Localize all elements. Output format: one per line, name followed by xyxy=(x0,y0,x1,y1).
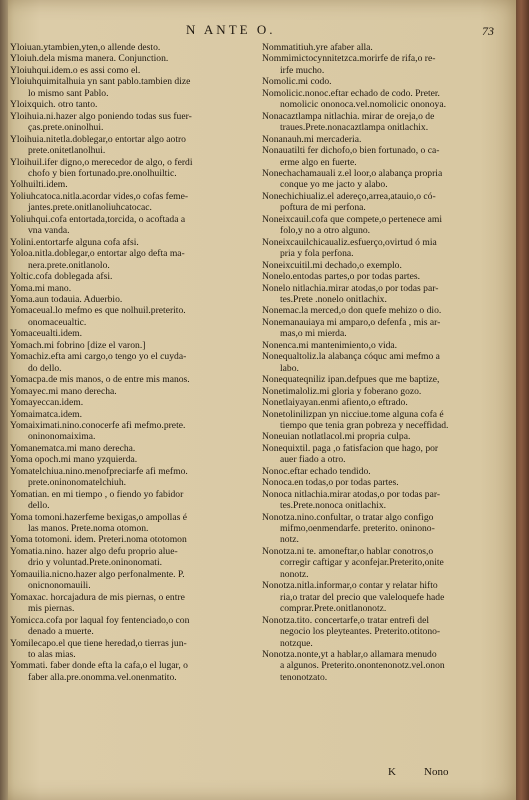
dictionary-line: Yoltic.cofa doblegada afsi. xyxy=(10,271,113,283)
dictionary-line: onomaceualtic. xyxy=(28,316,87,328)
dictionary-line: Yloixquich. otro tanto. xyxy=(10,99,98,111)
dictionary-line: Yomayec.mi mano derecha. xyxy=(10,385,117,397)
dictionary-line: nera.prete.onitlanolo. xyxy=(28,259,110,271)
signature-mark: K xyxy=(388,766,396,778)
dictionary-line: folo,y no a otro alguno. xyxy=(280,225,371,237)
dictionary-line: Yoma totomoni. idem. Preteri.noma ototomon xyxy=(10,534,187,546)
dictionary-line: Nonotza.nino.confultar, o tratar algo configo xyxy=(262,511,434,523)
dictionary-line: negocio los pleyteantes. Preterito.otitono- xyxy=(280,626,441,638)
page-footer xyxy=(388,766,508,780)
dictionary-line: Nonotza.nitla.informar,o contar y relatar hifto xyxy=(262,580,438,592)
dictionary-line: Yomicca.cofa por laqual foy fentenciado,o con xyxy=(10,614,190,626)
dictionary-line: notzque. xyxy=(280,637,313,649)
dictionary-line: Nomolic.mi codo. xyxy=(262,76,332,88)
dictionary-line: traues.Prete.nonacaztlampa onitlachix. xyxy=(280,122,429,134)
dictionary-line: chofo y bien fortunado.pre.onolhuiltic. xyxy=(28,167,177,179)
dictionary-line: Nonequaltoliz.la alabança cóquc ami mefmo a xyxy=(262,351,440,363)
dictionary-line: mifmo,oenmendarfe. preterito. oninono- xyxy=(280,523,435,535)
dictionary-line: Yoma.aun todauia. Aduerbio. xyxy=(10,293,123,305)
dictionary-line: Yomauilia.nicno.hazer algo perfonalmente. P. xyxy=(10,568,185,580)
dictionary-line: Nonoc.eftar echado tendido. xyxy=(262,465,371,477)
dictionary-line: Nonenca.mi mantenimiento,o vida. xyxy=(262,339,398,351)
dictionary-line: denado a muerte. xyxy=(28,626,94,638)
dictionary-line: Noneixcauil.cofa que compete,o pertenece ami xyxy=(262,213,443,225)
dictionary-line: tes.Prete.nonoca onitlachix. xyxy=(280,500,387,512)
dictionary-line: Yloiuh.dela misma manera. Conjunction. xyxy=(10,53,169,65)
dictionary-line: nomolicic ononoca.vel.nomolicic ononoya. xyxy=(280,99,446,111)
dictionary-line: conque yo me jacto y alabo. xyxy=(280,179,388,191)
dictionary-line: Yomaxac. horcajadura de mis piernas, o entre xyxy=(10,591,185,603)
dictionary-line: vna vanda. xyxy=(28,225,70,237)
dictionary-line: Nommimictocynnitetzca.morirfe de rifa,o re- xyxy=(262,53,436,65)
dictionary-line: lo mismo sant Pablo. xyxy=(28,87,109,99)
dictionary-line: tenonotzato. xyxy=(280,671,328,683)
dictionary-line: Yoliuhcatoca.nitla.acordar vides,o cofas feme- xyxy=(10,190,189,202)
dictionary-line: Nonanauh.mi mercaderia. xyxy=(262,133,362,145)
dictionary-line: Nonoca nitlachia.mirar atodas,o por todas par- xyxy=(262,488,441,500)
dictionary-line: Nonechichiualiz.el adereço,arrea,atauio,o có- xyxy=(262,190,436,202)
dictionary-line: Yolini.entortarfe alguna cofa afsi. xyxy=(10,236,139,248)
dictionary-line: ças.prete.oninolhui. xyxy=(28,122,104,134)
dictionary-line: Yomatia.nino. hazer algo defu proprio alue- xyxy=(10,545,178,557)
dictionary-line: Yloiuhqui.idem.o es assi como el. xyxy=(10,64,141,76)
dictionary-line: Nonauatilti fer dichofo,o bien fortunado, o ca- xyxy=(262,145,440,157)
dictionary-line: faber alla.pre.onomma.vel.onenmatito. xyxy=(28,671,177,683)
dictionary-line: poftura de mi perfona. xyxy=(280,202,366,214)
dictionary-line: Nonoca.en todas,o por todas partes. xyxy=(262,477,399,489)
dictionary-line: prete.oninonomatelchiuh. xyxy=(28,477,127,489)
dictionary-line: Yomachiz.efta ami cargo,o tengo yo el cuyda- xyxy=(10,351,187,363)
dictionary-line: Yomatelchiua.nino.menofpreciarfe afi mefmo. xyxy=(10,465,188,477)
book-fore-edge xyxy=(516,0,529,800)
dictionary-line: mas,o mi mierda. xyxy=(280,328,347,340)
dictionary-line: do dello. xyxy=(28,362,62,374)
dictionary-line: Yoma opoch.mi mano yzquierda. xyxy=(10,454,138,466)
dictionary-line: mis piernas. xyxy=(28,603,75,615)
dictionary-line: corregir caftigar y aconfejar.Preterito,onite xyxy=(280,557,444,569)
dictionary-line: Nonequateqniliz ipan.defpues que me baptize, xyxy=(262,374,440,386)
dictionary-line: oninonomaixima. xyxy=(28,431,96,443)
dictionary-line: Yomaiximati.nino.conocerfe afi mefmo.prete. xyxy=(10,419,186,431)
dictionary-line: Nonotza.ni te. amoneftar,o hablar conotros,o xyxy=(262,545,434,557)
page-number: 73 xyxy=(482,24,494,38)
running-title: N ANTE O. xyxy=(186,22,276,37)
page-header xyxy=(0,22,516,38)
right-column xyxy=(262,42,502,683)
dictionary-line: Yomach.mi fobrino [dize el varon.] xyxy=(10,339,146,351)
dictionary-line: Nonetimaloliz.mi gloria y foberano gozo. xyxy=(262,385,422,397)
dictionary-line: Yomayeccan.idem. xyxy=(10,397,84,409)
dictionary-line: Nonotza.tito. concertarfe,o tratar entrefi del xyxy=(262,614,430,626)
catchword: Nono xyxy=(424,766,449,778)
dictionary-line: pria y fola perfona. xyxy=(280,248,354,260)
dictionary-line: Nonetlaiyayan.enmi afiento,o eftrado. xyxy=(262,397,408,409)
dictionary-line: Yomanematca.mi mano derecha. xyxy=(10,442,136,454)
dictionary-line: Yloihuia.ni.hazer algo poniendo todas sus fuer- xyxy=(10,110,192,122)
dictionary-line: tiempo que tenia gran pobreza y neceffidad. xyxy=(280,419,449,431)
dictionary-line: Yomaimatca.idem. xyxy=(10,408,83,420)
dictionary-line: Yloihuia.nitetla.doblegar,o entortar algo aotro xyxy=(10,133,186,145)
page-binding xyxy=(0,0,8,800)
dictionary-line: Nonemanauiaya mi amparo,o defenfa , mis ar- xyxy=(262,316,441,328)
dictionary-line: Yloiuhquimitalhuia yn sant pablo.tambien dize xyxy=(10,76,191,88)
dictionary-line: Yoloa.nitla.doblegar,o entortar algo defta ma- xyxy=(10,248,185,260)
dictionary-line: onicnonomauili. xyxy=(28,580,91,592)
dictionary-line: Yommati. faber donde efta la cafa,o el lugar, o xyxy=(10,660,188,672)
dictionary-line: jantes.prete.onitlanoliuhcatocac. xyxy=(28,202,152,214)
dictionary-line: drio y voluntad.Prete.oninonomati. xyxy=(28,557,163,569)
dictionary-line: to alas mias. xyxy=(28,649,76,661)
dictionary-line: Nonequixtil. paga ,o fatisfacion que hago, por xyxy=(262,442,439,454)
dictionary-line: Noneixcauilchicaualiz.esfuerço,ovirtud ó mia xyxy=(262,236,437,248)
dictionary-line: Yoliuhqui.cofa entortada,torcida, o acoftada a xyxy=(10,213,186,225)
dictionary-line: irfe mucho. xyxy=(280,64,325,76)
dictionary-line: Nonechachamauali z.el loor,o alabança propria xyxy=(262,167,443,179)
dictionary-line: Nonemac.la merced,o don quefe mehizo o dio. xyxy=(262,305,442,317)
dictionary-line: Yomilecapo.el que tiene heredad,o tierras jun- xyxy=(10,637,187,649)
left-column xyxy=(10,42,246,683)
dictionary-line: Nommatitiuh.yre afaber alla. xyxy=(262,42,373,53)
dictionary-line: Nomolicic.nonoc.eftar echado de codo. Preter. xyxy=(262,87,440,99)
dictionary-line: Yolhuilti.idem. xyxy=(10,179,68,191)
dictionary-line: comprar.Prete.onitlanonotz. xyxy=(280,603,387,615)
dictionary-line: notz. xyxy=(280,534,299,546)
dictionary-line: Nonotza.nonte,yt a hablar,o allamara menudo xyxy=(262,649,437,661)
dictionary-line: dello. xyxy=(28,500,50,512)
dictionary-line: Yoma.mi mano. xyxy=(10,282,72,294)
dictionary-line: Yloihuil.ifer digno,o merecedor de algo, o ferdi xyxy=(10,156,193,168)
dictionary-line: Yomaceual.lo mefmo es que nolhuil.preterito. xyxy=(10,305,186,317)
dictionary-line: las manos. Prete.noma otomon. xyxy=(28,523,149,535)
dictionary-line: labo. xyxy=(280,362,299,374)
dictionary-line: prete.onitetlanolhui. xyxy=(28,145,106,157)
dictionary-line: tes.Prete .nonelo onitlachix. xyxy=(280,293,387,305)
dictionary-line: Yloiuan.ytambien,yten,o allende desto. xyxy=(10,42,161,53)
dictionary-line: Nonelo.entodas partes,o por todas partes. xyxy=(262,271,420,283)
dictionary-line: erme algo en fuerte. xyxy=(280,156,357,168)
dictionary-line: Yomaceualti.idem. xyxy=(10,328,83,340)
dictionary-line: Nonetolinilizpan yn nicciue.tome alguna cofa é xyxy=(262,408,444,420)
dictionary-line: Nonelo nitlachia.mirar atodas,o por todas par- xyxy=(262,282,439,294)
dictionary-line: a algunos. Preterito.onontenonotz.vel.onon xyxy=(280,660,445,672)
dictionary-line: Noneuian notlatlacol.mi propria culpa. xyxy=(262,431,411,443)
dictionary-line: Yoma tomoni.hazerfeme bexigas,o ampollas é xyxy=(10,511,187,523)
dictionary-line: Yomatian. en mi tiempo , o fiendo yo fabidor xyxy=(10,488,184,500)
dictionary-line: ria,o tratar del precio que valeloquefe hade xyxy=(280,591,445,603)
dictionary-line: nonotz. xyxy=(280,568,309,580)
dictionary-line: auer fiado a otro. xyxy=(280,454,346,466)
dictionary-line: Nonacaztlampa nitlachia. mirar de oreja,o de xyxy=(262,110,435,122)
dictionary-line: Yomacpa.de mis manos, o de entre mis manos. xyxy=(10,374,190,386)
dictionary-line: Noneixcuitil.mi dechado,o exemplo. xyxy=(262,259,402,271)
